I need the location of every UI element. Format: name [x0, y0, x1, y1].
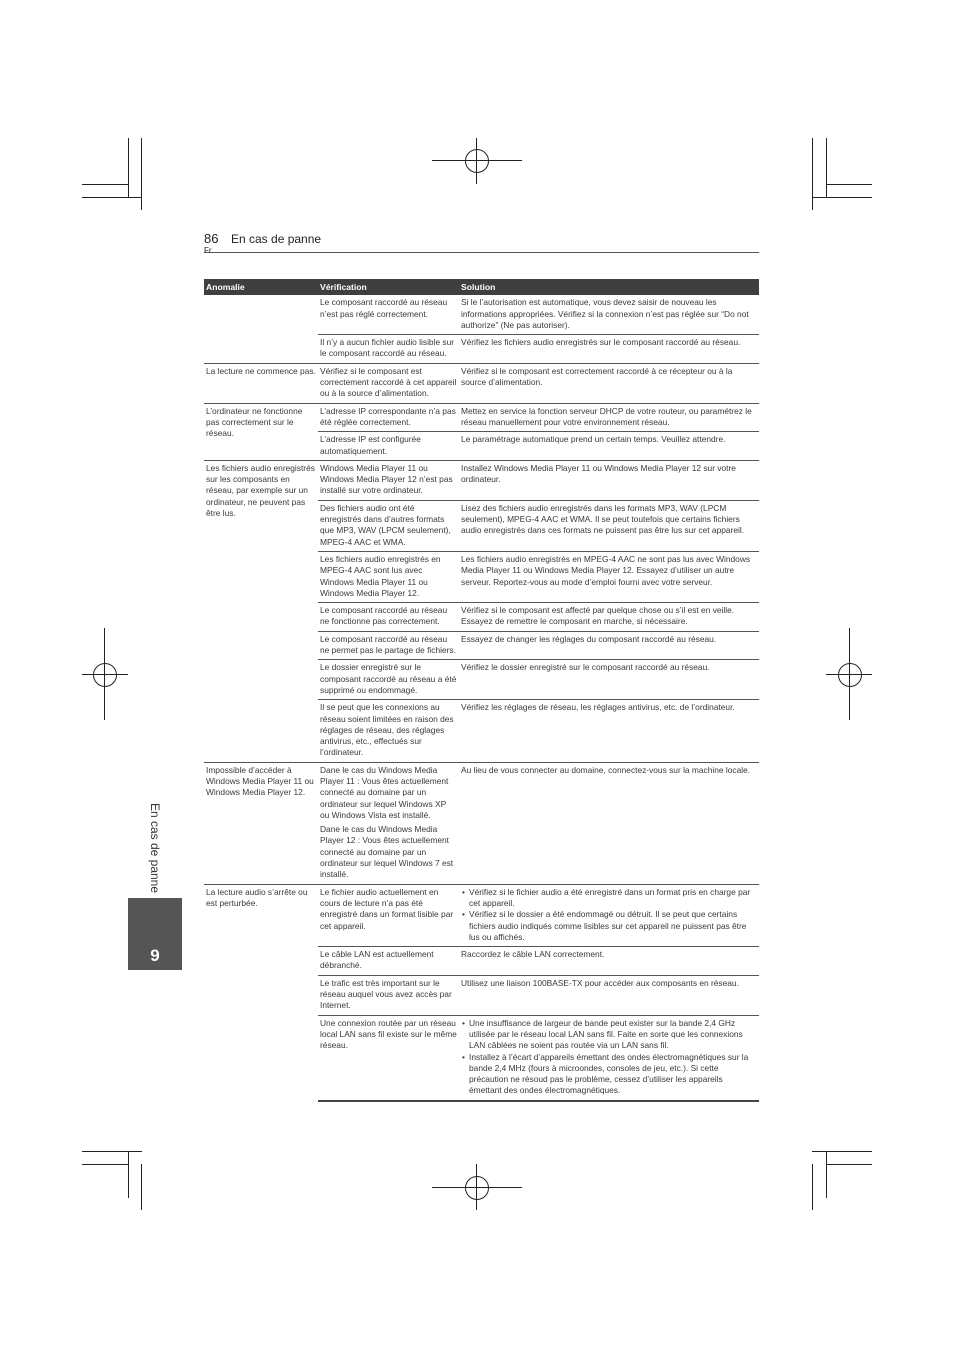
anomalie-cell: L’ordinateur ne fonctionne pas correctement sur le réseau. — [204, 403, 318, 460]
solution-cell — [459, 884, 759, 946]
column-header-anomalie: Anomalie — [204, 279, 318, 295]
verification-text: Vérifiez si le composant est correctement raccordé à cet appareil ou à la source d’alimentation. — [320, 365, 457, 399]
chapter-tab — [128, 898, 182, 970]
solution-cell — [459, 1015, 759, 1101]
solution-text: Vérifiez les fichiers audio enregistrés sur le composant raccordé au réseau. — [461, 337, 741, 348]
table-row — [204, 762, 759, 884]
page-language: Fr — [204, 246, 212, 255]
verification-cell — [318, 1015, 459, 1101]
verification-text: L’adresse IP correspondante n’a pas été réglée correctement. — [320, 405, 456, 427]
anomalie-cell: La lecture ne commence pas. — [204, 363, 318, 403]
verification-cell — [318, 762, 459, 884]
solution-text: Mettez en service la fonction serveur DHCP de votre routeur, ou paramétrez le réseau manuellement pour votre environnement réseau. — [461, 405, 752, 427]
verification-cell — [318, 403, 459, 432]
solution-cell — [459, 603, 759, 632]
solution-text: Utilisez une liaison 100BASE-TX pour accéder aux composants en réseau. — [461, 977, 739, 988]
verification-cell — [318, 432, 459, 461]
solution-text: Si le l’autorisation est automatique, vous devez saisir de nouveau les informations appropriées. Vérifiez si la connexion n’est pas réglée sur “Do not authorize” (Ne pas autoriser). — [461, 297, 749, 330]
solution-bullet: • Installez à l’écart d’appareils émettant des ondes électromagnétiques sur la bande 2,4 MHz (fours à microondes, consoles de jeu, etc.). Si cette précaution ne résoud pas le problème, cessez d’utiliser les appareils émettant des ondes électromagnétiques. — [469, 1052, 757, 1097]
verification-text: Il se peut que les connexions au réseau soient limitées en raison des réglages de réseau, des réglages antivirus, etc., effectués sur l’ordinateur. — [320, 702, 454, 758]
solution-cell — [459, 762, 759, 884]
solution-cell — [459, 403, 759, 432]
solution-cell — [459, 460, 759, 500]
verification-cell — [318, 700, 459, 762]
solution-cell — [459, 432, 759, 461]
verification-cell — [318, 500, 459, 551]
table-header-row — [204, 279, 759, 295]
table-body — [204, 295, 759, 1100]
verification-text: Une connexion routée par un réseau local LAN sans fil existe sur le même réseau. — [320, 1017, 457, 1051]
verification-cell — [318, 631, 459, 660]
solution-bullet: • Vérifiez si le fichier audio a été enregistré dans un format pris en charge par cet appareil. — [469, 887, 757, 910]
anomalie-cell: Les fichiers audio enregistrés sur les composants en réseau, par exemple sur un ordinateur, ne peuvent pas être lus. — [204, 460, 318, 762]
verification-text: Le composant raccordé au réseau n’est pas réglé correctement. — [320, 297, 448, 319]
verification-cell — [318, 551, 459, 602]
verification-text: Le fichier audio actuellement en cours de lecture n’a pas été enregistré dans un format lisible par cet appareil. — [320, 886, 454, 931]
solution-cell — [459, 975, 759, 1015]
verification-cell — [318, 363, 459, 403]
verification-cell — [318, 947, 459, 976]
solution-text: Les fichiers audio enregistrés en MPEG-4 AAC ne sont pas lus avec Windows Media Player 11 ou Windows Media Player 12. Essayez d’utiliser un autre serveur. Reportez-vous au mode d’emploi fourni avec votre serveur. — [461, 553, 751, 587]
page-number: 86 — [204, 231, 219, 246]
anomalie-cell: La lecture audio s’arrête ou est perturbée. — [204, 884, 318, 1101]
table-row — [204, 403, 759, 432]
verification-text: Les fichiers audio enregistrés en MPEG-4 AAC sont lus avec Windows Media Player 11 ou Windows Media Player 12. — [320, 553, 441, 598]
solution-text: Vérifiez le dossier enregistré sur le composant raccordé au réseau. — [461, 662, 710, 673]
page-header — [204, 230, 759, 253]
troubleshooting-table — [204, 279, 759, 1102]
verification-text: L’adresse IP est configurée automatiquement. — [320, 434, 421, 456]
solution-cell — [459, 335, 759, 364]
verification-text: Le trafic est très important sur le réseau auquel vous avez accès par Internet. — [320, 977, 452, 1011]
solution-cell — [459, 631, 759, 660]
solution-cell — [459, 500, 759, 551]
verification-text: Windows Media Player 11 ou Windows Media Player 12 n’est pas installé sur votre ordinateur. — [320, 462, 453, 496]
side-label-text: En cas de panne — [148, 802, 162, 894]
verification-text: Le composant raccordé au réseau ne fonctionne pas correctement. — [320, 605, 448, 627]
solution-text: Vérifiez si le composant est affecté par quelque chose ou s’il est en veille. Essayez de remettre le composant en marche, si nécessaire. — [461, 605, 735, 627]
solution-text: Vérifiez les réglages de réseau, les réglages antivirus, etc. de l’ordinateur. — [461, 702, 735, 713]
solution-bullet: • Une insuffisance de largeur de bande peut exister sur la bande 2,4 GHz utilisée par le réseau local LAN sans fil. Faite en sorte que les connexions LAN câblées ne soient pas routée via un LAN sans fil. — [469, 1018, 757, 1052]
solution-cell — [459, 660, 759, 700]
solution-bullet-list — [461, 1018, 757, 1097]
table-row — [204, 363, 759, 403]
solution-text: Au lieu de vous connecter au domaine, connectez-vous sur la machine locale. — [461, 764, 751, 775]
solution-bullet-list — [461, 887, 757, 943]
column-header-verification: Vérification — [318, 279, 459, 295]
column-header-solution: Solution — [459, 279, 759, 295]
solution-bullet: • Vérifiez si le dossier a été endommagé ou détruit. Il se peut que certains fichiers audio indiqués comme lisibles sur cet appareil ne puissent pas être lus ou affichés. — [469, 909, 757, 943]
table-row — [204, 460, 759, 500]
solution-text: Le paramétrage automatique prend un certain temps. Veuillez attendre. — [461, 434, 726, 445]
table-row — [204, 884, 759, 946]
solution-text: Vérifiez si le composant est correctement raccordé à ce récepteur ou à la source d’alimentation. — [461, 365, 733, 388]
solution-cell — [459, 551, 759, 602]
verification-text: Le composant raccordé au réseau ne permet pas le partage de fichiers. — [320, 633, 456, 656]
verification-text: Des fichiers audio ont été enregistrés dans d’autres formats que MP3, WAV (LPCM seulement), MPEG-4 AAC et WMA. — [320, 502, 451, 547]
table-row — [204, 295, 759, 334]
solution-text: Installez Windows Media Player 11 ou Windows Media Player 12 sur votre ordinateur. — [461, 462, 736, 485]
chapter-number: 9 — [150, 946, 160, 965]
solution-text: Lisez des fichiers audio enregistrés dans les formats MP3, WAV (LPCM seulement), MPEG-4 AAC et WMA. Il se peut toutefois que certains fichiers audio enregistrés dans ces formats ne puissent pas être lus sur cet appareil. — [461, 502, 745, 536]
verification-cell — [318, 660, 459, 700]
solution-text: Essayez de changer les réglages du composant raccordé au réseau. — [461, 633, 717, 644]
solution-cell — [459, 947, 759, 976]
solution-text: Raccordez le câble LAN correctement. — [461, 949, 605, 960]
solution-cell — [459, 295, 759, 334]
running-title: En cas de panne — [231, 232, 322, 246]
side-section-label — [128, 800, 182, 896]
verification-text: Dane le cas du Windows Media Player 12 : Vous êtes actuellement connecté au domaine par un ordinateur sur lequel Windows 7 est installé. — [320, 824, 454, 880]
verification-text: Le dossier enregistré sur le composant raccordé au réseau a été supprimé ou endommagé. — [320, 662, 457, 695]
anomalie-cell — [204, 295, 318, 363]
verification-cell — [318, 603, 459, 632]
verification-text: Il n’y a aucun fichier audio lisible sur le composant raccordé au réseau. — [320, 337, 455, 359]
anomalie-cell: Impossible d’accéder à Windows Media Player 11 ou Windows Media Player 12. — [204, 762, 318, 884]
verification-cell — [318, 975, 459, 1015]
verification-cell — [318, 460, 459, 500]
verification-cell — [318, 295, 459, 334]
solution-cell — [459, 363, 759, 403]
verification-text: Dane le cas du Windows Media Player 11 : Vous êtes actuellement connecté au domaine par un ordinateur sur lequel Windows XP ou Windows Vista est installé. — [320, 764, 449, 820]
verification-text: Le câble LAN est actuellement débranché. — [320, 949, 434, 971]
verification-cell — [318, 335, 459, 364]
verification-cell — [318, 884, 459, 946]
solution-cell — [459, 700, 759, 762]
